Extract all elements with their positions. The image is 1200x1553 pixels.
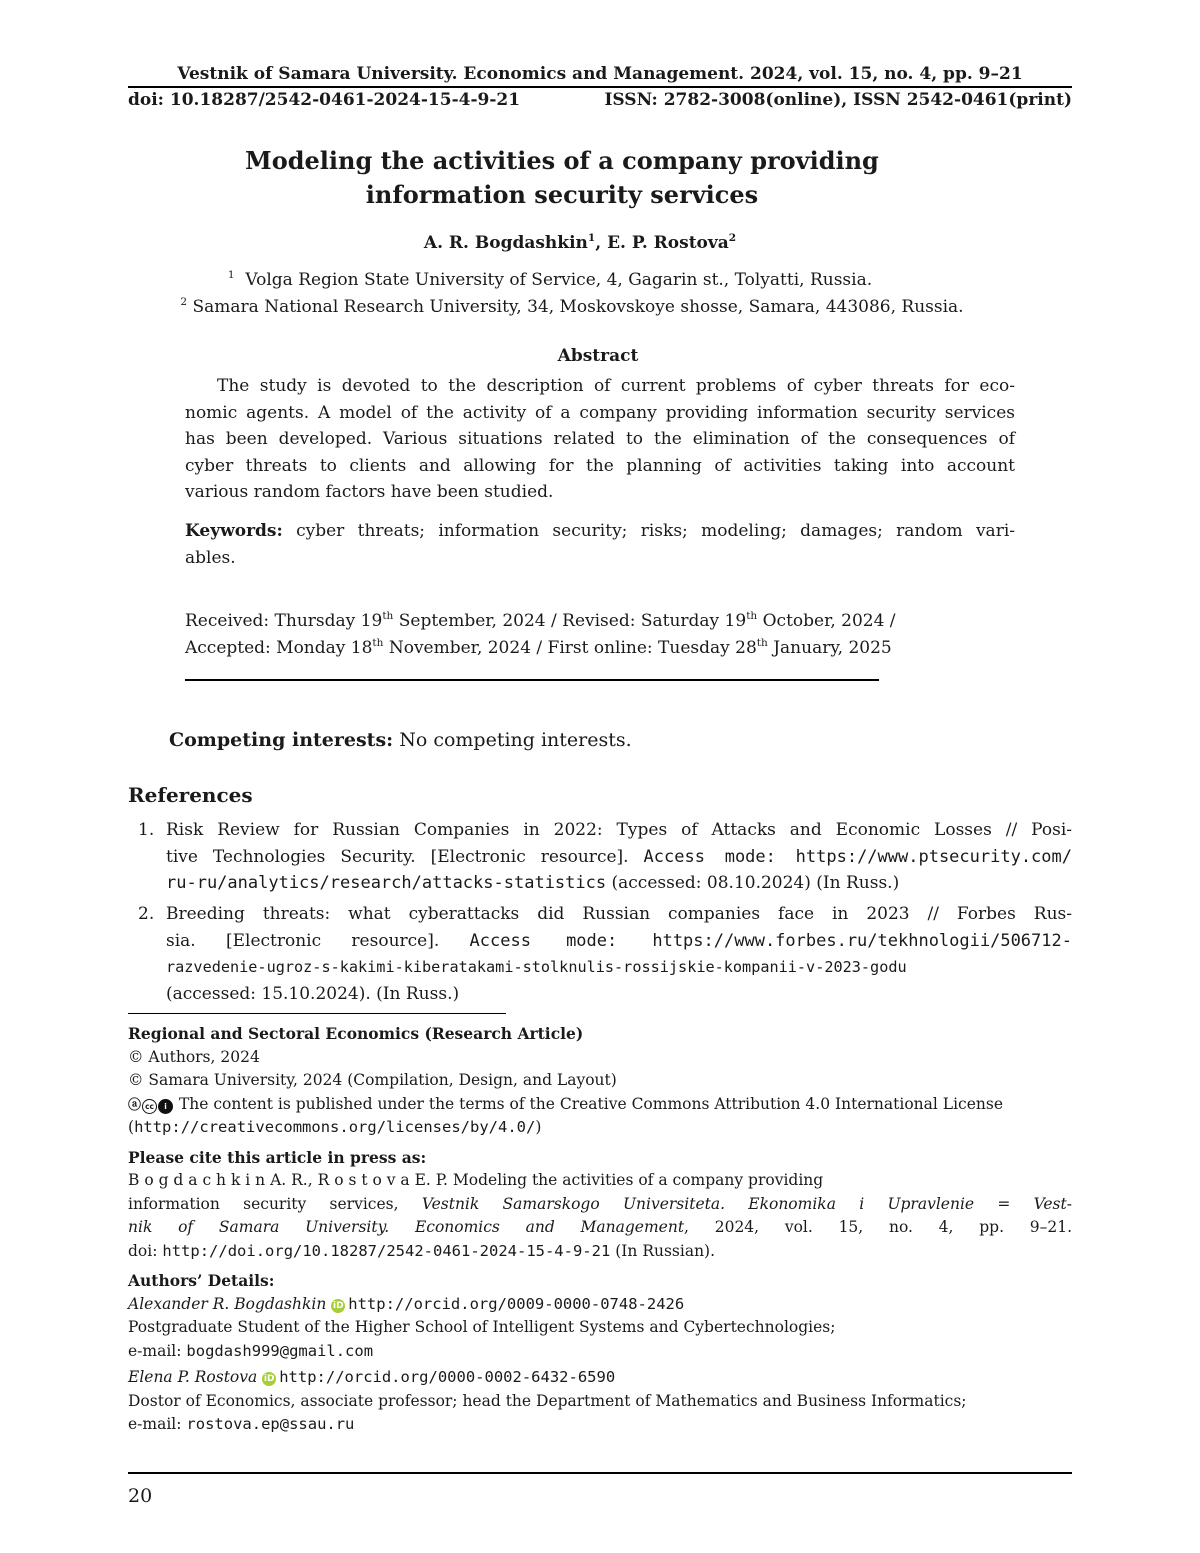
author-1-name: Alexander R. Bogdashkin xyxy=(128,1294,327,1313)
cite-line-2: information security services, Vestnik Samarskogo Universiteta. Ekonomika i Upravlenie = Vest- xyxy=(128,1194,1072,1213)
author-1-details xyxy=(128,1293,1072,1317)
competing-interests xyxy=(169,729,632,751)
doi-line: doi: 10.18287/2542-0461-2024-15-4-9-21 xyxy=(128,90,521,110)
abstract-line-2: nomic agents. A model of the activity of a company providing information security services xyxy=(185,402,1015,423)
author-1: A. R. Bogdashkin xyxy=(423,233,588,253)
dates-line-1: Received: Thursday 19th September, 2024 / Revised: Saturday 19th October, 2024 / xyxy=(185,610,896,631)
competing-text: No competing interests. xyxy=(393,729,632,751)
keywords-line-2: ables. xyxy=(185,547,236,568)
author-1-sup: 1 xyxy=(587,232,596,245)
dates-line-2: Accepted: Monday 18th November, 2024 / First online: Tuesday 28th January, 2025 xyxy=(185,637,892,658)
author-2-details xyxy=(128,1366,1072,1390)
affiliation-1-text: Volga Region State University of Service, 4, Gagarin st., Tolyatti, Russia. xyxy=(245,270,873,290)
title-line-1: Modeling the activities of a company providing xyxy=(245,146,879,175)
title-line-2: information security services xyxy=(365,180,759,209)
author-2-position: Dostor of Economics, associate professor; head the Department of Mathematics and Business Informatics; xyxy=(128,1391,967,1410)
cite-line-3: nik of Samara University. Economics and Management, 2024, vol. 15, no. 4, pp. 9–21. xyxy=(128,1218,1073,1236)
author-1-email-line: e-mail: bogdash999@gmail.com xyxy=(128,1341,374,1360)
keywords-label: Keywords: xyxy=(185,521,283,541)
page-bottom-rule xyxy=(128,1472,1072,1474)
keywords-line-1: cyber threats; information security; risks; modeling; damages; random vari- xyxy=(296,521,1015,541)
author-2-sup: 2 xyxy=(728,232,737,245)
abstract-line-4: cyber threats to clients and allowing for the planning of activities taking into account xyxy=(185,455,1015,476)
cite-doi-link[interactable]: http://doi.org/10.18287/2542-0461-2024-15-4-9-21 xyxy=(162,1241,611,1260)
affiliation-1-num: 1 xyxy=(227,269,235,282)
cc-icon: cc xyxy=(142,1099,157,1114)
reference-1-num: 1. xyxy=(138,820,155,840)
dates-rule xyxy=(185,679,879,681)
license-url[interactable]: http://creativecommons.org/licenses/by/4.0/ xyxy=(134,1118,536,1136)
author-1-orcid-link[interactable]: http://orcid.org/0009-0000-0748-2426 xyxy=(348,1294,685,1313)
copyright-university: © Samara University, 2024 (Compilation, Design, and Layout) xyxy=(128,1071,617,1089)
cite-line-4: doi: http://doi.org/10.18287/2542-0461-2024-15-4-9-21 (In Russian). xyxy=(128,1241,716,1260)
reference-2-line-1: Breeding threats: what cyberattacks did Russian companies face in 2023 // Forbes Rus- xyxy=(166,904,1072,924)
reference-1 xyxy=(128,817,1072,897)
attribution-icon: i xyxy=(158,1099,173,1114)
reference-1-line-1: Risk Review for Russian Companies in 2022: Types of Attacks and Economic Losses // Posi- xyxy=(166,820,1072,840)
cite-line-1: B o g d a c h k i n A. R., R o s t o v a E. P. Modeling the activities of a company providing xyxy=(128,1171,824,1189)
journal-line: Vestnik of Samara University. Economics and Management. 2024, vol. 15, no. 4, pp. 9–21 xyxy=(177,64,1023,84)
license-url-line: (http://creativecommons.org/licenses/by/4.0/) xyxy=(128,1118,542,1136)
author-2-name: Elena P. Rostova xyxy=(128,1368,258,1386)
abstract-line-3: has been developed. Various situations related to the elimination of the consequences of xyxy=(185,429,1015,449)
cite-heading: Please cite this article in press as: xyxy=(128,1147,427,1167)
copyright-authors: © Authors, 2024 xyxy=(128,1047,260,1066)
journal-header xyxy=(128,64,1072,84)
keywords xyxy=(185,518,1015,571)
author-1-position: Postgraduate Student of the Higher School of Intelligent Systems and Cybertechnologies; xyxy=(128,1318,836,1336)
abstract-line-1: The study is devoted to the description of current problems of cyber threats for eco- xyxy=(217,376,1015,396)
header-rule xyxy=(128,86,1072,88)
reference-2-link[interactable]: Access mode: https://www.forbes.ru/tekhnologii/506712- xyxy=(469,930,1072,951)
article-category: Regional and Sectoral Economics (Research Article) xyxy=(128,1024,584,1043)
authors-details-heading: Authors’ Details: xyxy=(128,1271,275,1290)
footnote-rule xyxy=(128,1013,506,1014)
author-2-email-line: e-mail: rostova.ep@ssau.ru xyxy=(128,1415,355,1433)
reference-1-link[interactable]: Access mode: https://www.ptsecurity.com/ xyxy=(643,846,1072,867)
author-1-email[interactable]: bogdash999@gmail.com xyxy=(186,1341,374,1360)
article-title xyxy=(128,144,1072,212)
abstract-heading: Abstract xyxy=(557,346,639,366)
reference-2 xyxy=(128,901,1072,1007)
reference-2-line-2-text: sia. [Electronic resource]. xyxy=(166,930,470,951)
license-line xyxy=(128,1093,1072,1117)
affiliation-1 xyxy=(128,270,1072,290)
reference-1-line-2-text: tive Technologies Security. [Electronic resource]. xyxy=(166,846,644,867)
page-number: 20 xyxy=(128,1485,153,1507)
author-sep: , xyxy=(595,233,608,253)
reference-2-link-cont[interactable]: razvedenie-ugroz-s-kakimi-kiberatakami-stolknulis-rossijskie-kompanii-v-2023-godu xyxy=(166,958,907,976)
footer-block xyxy=(128,1022,1072,1437)
references-heading: References xyxy=(128,783,253,807)
affiliation-2-text: Samara National Research University, 34, Moskovskoye shosse, Samara, 443086, Russia. xyxy=(192,297,964,317)
reference-2-accessed: (accessed: 15.10.2024). (In Russ.) xyxy=(166,983,460,1004)
affiliation-2 xyxy=(128,297,1072,317)
authors-line xyxy=(128,233,1072,253)
abstract-line-5: various random factors have been studied. xyxy=(185,482,554,502)
reference-1-link-cont[interactable]: ru-ru/analytics/research/attacks-statistics xyxy=(166,873,607,893)
orcid-icon: iD xyxy=(263,1374,275,1384)
reference-1-accessed: (accessed: 08.10.2024) (In Russ.) xyxy=(606,873,900,893)
article-dates xyxy=(185,608,1015,662)
issn-line: ISSN: 2782-3008(online), ISSN 2542-0461(print) xyxy=(604,90,1072,110)
open-access-icon: ⓐ xyxy=(128,1097,142,1113)
reference-2-num: 2. xyxy=(138,904,155,924)
competing-label: Competing interests: xyxy=(169,729,394,751)
author-2-orcid-link[interactable]: http://orcid.org/0000-0002-6432-6590 xyxy=(279,1368,616,1386)
author-2: E. P. Rostova xyxy=(607,233,729,253)
orcid-icon: iD xyxy=(332,1300,344,1311)
abstract-body xyxy=(185,373,1015,506)
license-text: The content is published under the terms of the Creative Commons Attribution 4.0 International License xyxy=(174,1094,1003,1113)
author-2-email[interactable]: rostova.ep@ssau.ru xyxy=(186,1415,355,1433)
affiliation-2-num: 2 xyxy=(180,296,188,309)
